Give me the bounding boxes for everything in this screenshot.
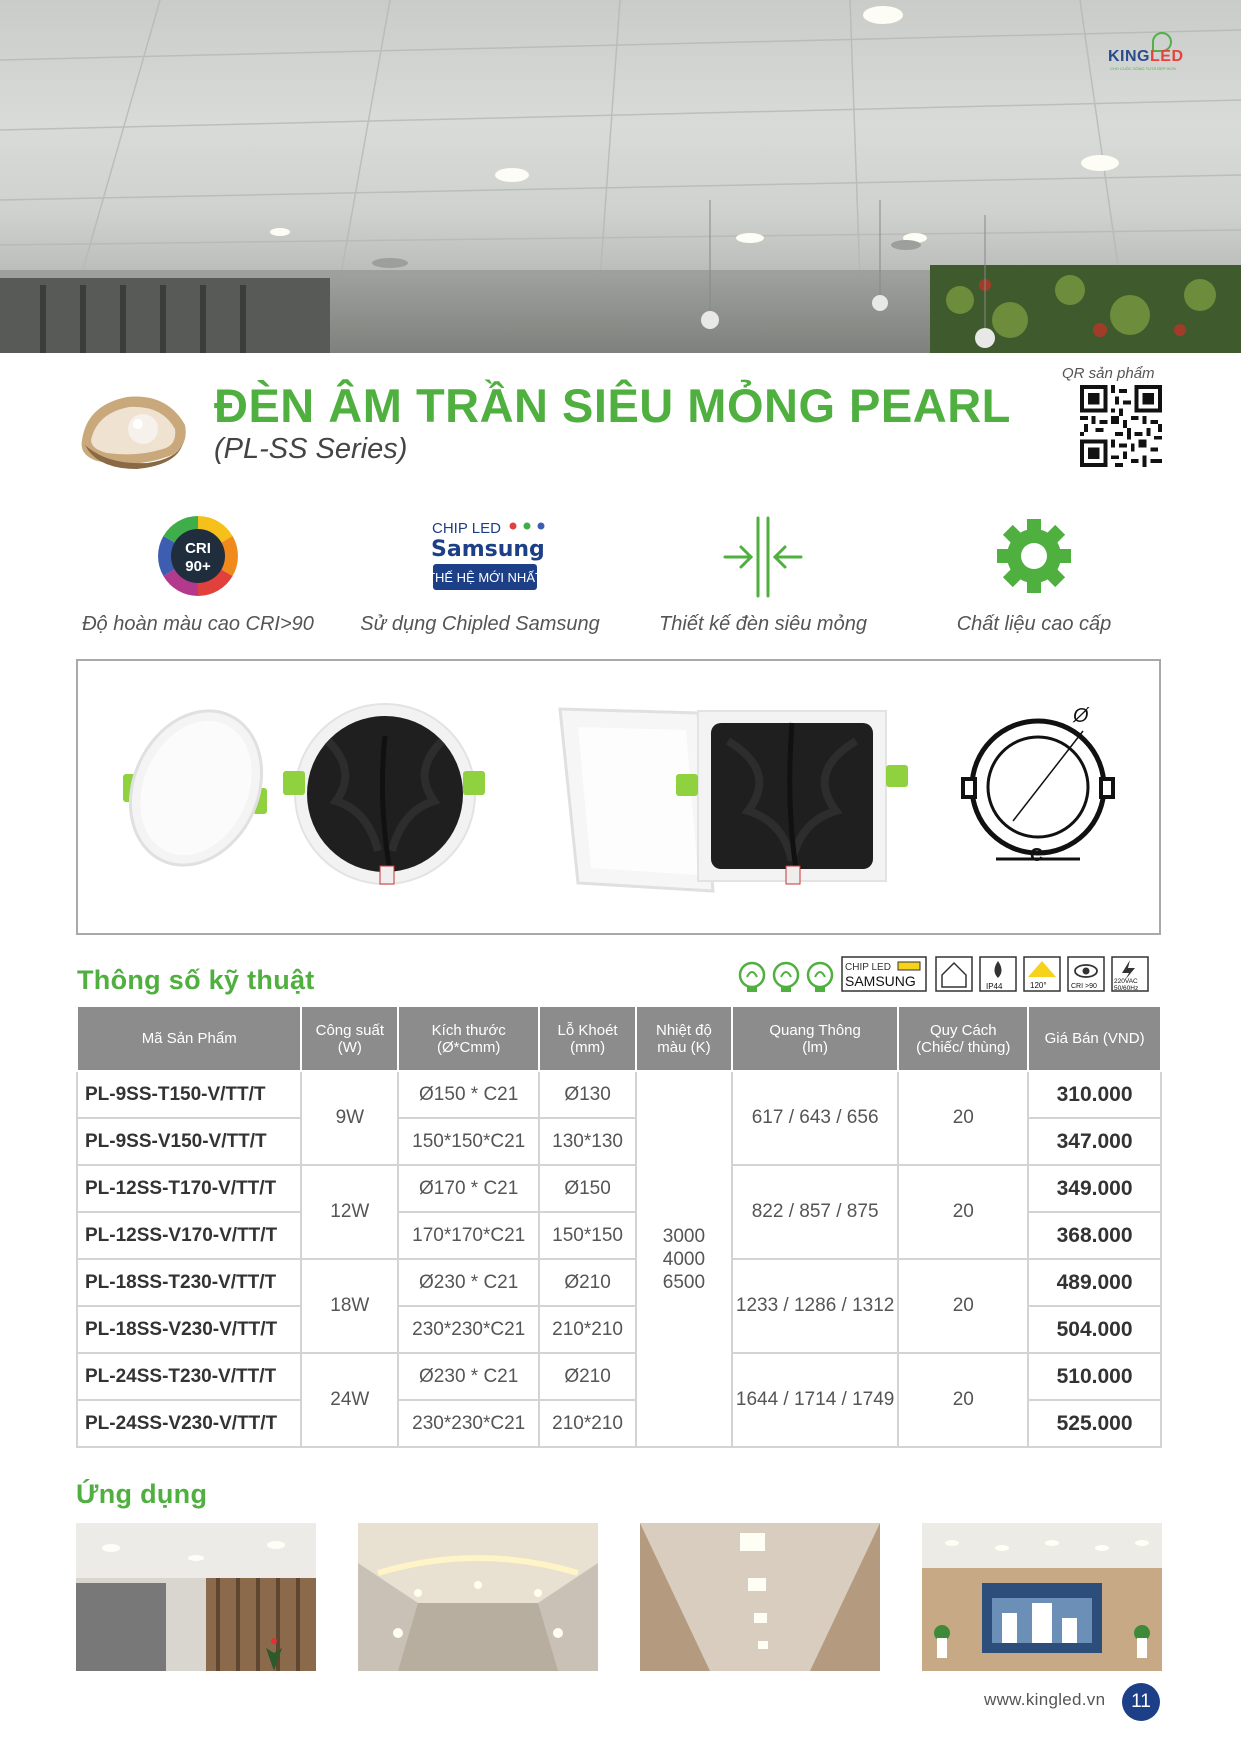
square-panel-front — [560, 709, 713, 891]
height-label: C — [1030, 845, 1043, 865]
size: 230*230*C21 — [398, 1400, 539, 1447]
ceiling-illustration — [0, 0, 1241, 353]
table-row — [77, 1259, 1161, 1306]
size: Ø150 * C21 — [398, 1071, 539, 1118]
col-header-size: Kích thước (Ø*Cmm) — [398, 1006, 539, 1071]
product-code: PL-24SS-V230-V/TT/T — [77, 1400, 301, 1447]
cutout: Ø130 — [539, 1071, 636, 1118]
price: 510.000 — [1028, 1353, 1161, 1400]
price: 504.000 — [1028, 1306, 1161, 1353]
price: 525.000 — [1028, 1400, 1161, 1447]
product-code: PL-12SS-V170-V/TT/T — [77, 1212, 301, 1259]
page-subtitle: (PL-SS Series) — [214, 433, 408, 465]
pack: 20 — [898, 1165, 1028, 1259]
svg-text:50/60Hz: 50/60Hz — [1114, 985, 1139, 992]
power: 24W — [301, 1353, 398, 1447]
product-code: PL-9SS-V150-V/TT/T — [77, 1118, 301, 1165]
power: 12W — [301, 1165, 398, 1259]
col-header-cutout: Lỗ Khoét (mm) — [539, 1006, 636, 1071]
price: 349.000 — [1028, 1165, 1161, 1212]
gear-icon — [954, 500, 1114, 600]
table-row — [77, 1165, 1161, 1212]
price: 489.000 — [1028, 1259, 1161, 1306]
product-code: PL-24SS-T230-V/TT/T — [77, 1353, 301, 1400]
feature-premium-material — [904, 500, 1164, 650]
dimension-diagram — [963, 721, 1113, 859]
feature-caption: Thiết kế đèn siêu mỏng — [659, 613, 867, 635]
table-header-row — [77, 1006, 1161, 1071]
specs-section-title: Thông số kỹ thuật — [77, 965, 315, 995]
diameter-label: Ø — [1073, 705, 1089, 727]
svg-text:CHIP LED: CHIP LED — [845, 962, 891, 973]
price: 368.000 — [1028, 1212, 1161, 1259]
cutout: 210*210 — [539, 1400, 636, 1447]
product-code: PL-18SS-V230-V/TT/T — [77, 1306, 301, 1353]
feature-caption: Chất liệu cao cấp — [956, 613, 1112, 635]
eye-cri-icon — [1068, 957, 1104, 991]
svg-text:CHIP LED: CHIP LED — [432, 520, 501, 537]
col-header-pack: Quy Cách (Chiếc/ thùng) — [898, 1006, 1028, 1071]
col-header-temp: Nhiệt độ màu (K) — [636, 1006, 732, 1071]
size: 170*170*C21 — [398, 1212, 539, 1259]
feature-cri — [68, 500, 328, 650]
brand-name: KINGLED — [1108, 48, 1184, 65]
power: 9W — [301, 1071, 398, 1165]
lumen: 1644 / 1714 / 1749 — [732, 1353, 899, 1447]
col-header-lumen: Quang Thông (lm) — [732, 1006, 899, 1071]
indoor-icon — [936, 957, 972, 991]
voltage-icon — [1112, 957, 1148, 992]
application-image-ceiling-cove — [358, 1523, 598, 1671]
cutout: 150*150 — [539, 1212, 636, 1259]
svg-text:90+: 90+ — [185, 558, 211, 575]
product-illustrations — [78, 661, 1163, 937]
svg-text:CRI >90: CRI >90 — [1071, 983, 1097, 990]
application-image-corridor — [640, 1523, 880, 1671]
cutout: Ø210 — [539, 1353, 636, 1400]
pack: 20 — [898, 1071, 1028, 1165]
size: 150*150*C21 — [398, 1118, 539, 1165]
svg-text:Samsung: Samsung — [431, 537, 545, 562]
feature-caption: Độ hoàn màu cao CRI>90 — [82, 613, 314, 635]
svg-text:220VAC: 220VAC — [1114, 978, 1138, 985]
page-number-badge: 11 — [1122, 1683, 1160, 1721]
table-row — [77, 1071, 1161, 1118]
footer-website-link[interactable]: www.kingled.vn — [984, 1690, 1106, 1709]
product-code: PL-9SS-T150-V/TT/T — [77, 1071, 301, 1118]
col-header-power: Công suất (W) — [301, 1006, 398, 1071]
cutout: 130*130 — [539, 1118, 636, 1165]
table-row — [77, 1353, 1161, 1400]
col-header-price: Giá Bán (VND) — [1028, 1006, 1161, 1071]
size: Ø230 * C21 — [398, 1353, 539, 1400]
bulb-icon-group — [740, 963, 832, 992]
size: Ø170 * C21 — [398, 1165, 539, 1212]
color-temperature: 3000 4000 6500 — [636, 1071, 732, 1447]
square-panel-back — [676, 711, 908, 884]
specs-table — [76, 1005, 1162, 1448]
beam-angle-icon — [1024, 957, 1060, 991]
feature-caption: Sử dụng Chipled Samsung — [360, 613, 600, 635]
lumen: 822 / 857 / 875 — [732, 1165, 899, 1259]
product-qr-code[interactable] — [1080, 385, 1162, 467]
cutout: Ø210 — [539, 1259, 636, 1306]
round-panel-front — [106, 689, 286, 886]
svg-text:THẾ HỆ MỚI NHẤT: THẾ HỆ MỚI NHẤT — [427, 570, 543, 585]
svg-text:IP44: IP44 — [986, 982, 1003, 991]
application-image-lobby — [922, 1523, 1162, 1671]
spec-icons-row — [738, 953, 1162, 995]
col-header-code: Mã Sản Phẩm — [77, 1006, 301, 1071]
lumen: 617 / 643 / 656 — [732, 1071, 899, 1165]
slim-design-icon — [683, 500, 843, 600]
round-panel-back — [283, 704, 485, 884]
cri-90-icon — [118, 500, 278, 600]
product-code: PL-18SS-T230-V/TT/T — [77, 1259, 301, 1306]
application-image-office — [76, 1523, 316, 1671]
cutout: Ø150 — [539, 1165, 636, 1212]
kingled-logo — [1100, 40, 1184, 71]
pack: 20 — [898, 1353, 1028, 1447]
product-images — [76, 659, 1161, 935]
price: 310.000 — [1028, 1071, 1161, 1118]
hero-ceiling-image — [0, 0, 1241, 353]
lumen: 1233 / 1286 / 1312 — [732, 1259, 899, 1353]
brand-tagline: CHO CUỘC SỐNG TƯƠI ĐẸP HƠN — [1110, 66, 1176, 71]
ip44-icon — [980, 957, 1016, 991]
svg-text:SAMSUNG: SAMSUNG — [845, 973, 916, 989]
power: 18W — [301, 1259, 398, 1353]
feature-slim-design — [633, 500, 893, 650]
size: Ø230 * C21 — [398, 1259, 539, 1306]
size: 230*230*C21 — [398, 1306, 539, 1353]
page-title: ĐÈN ÂM TRẦN SIÊU MỎNG PEARL — [214, 379, 1011, 432]
pack: 20 — [898, 1259, 1028, 1353]
svg-text:120°: 120° — [1030, 981, 1047, 990]
applications-section-title: Ứng dụng — [76, 1479, 208, 1509]
cutout: 210*210 — [539, 1306, 636, 1353]
product-code: PL-12SS-T170-V/TT/T — [77, 1165, 301, 1212]
price: 347.000 — [1028, 1118, 1161, 1165]
pearl-oyster-icon — [77, 385, 192, 470]
feature-samsung — [350, 500, 610, 650]
svg-text:CRI: CRI — [185, 540, 211, 557]
samsung-chip-icon — [400, 500, 560, 600]
qr-label: QR sản phẩm — [1062, 365, 1155, 382]
